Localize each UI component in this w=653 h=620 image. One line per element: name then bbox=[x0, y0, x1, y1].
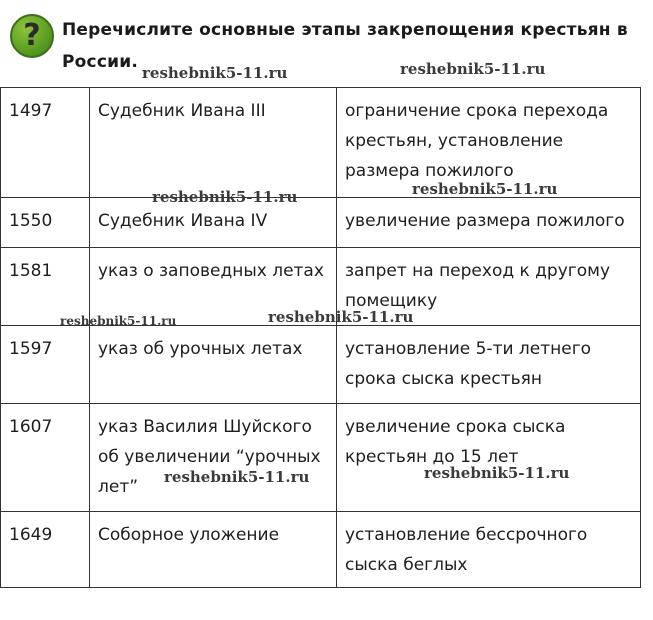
document-cell: Соборное уложение bbox=[90, 512, 337, 588]
watermark: reshebnik5-11.ru bbox=[268, 308, 414, 326]
document-cell: указ Василия Шуйского об увеличении “урочных лет” bbox=[90, 404, 337, 512]
content-cell: увеличение размера пожилого bbox=[337, 198, 641, 248]
question-mark-glyph: ? bbox=[23, 18, 41, 53]
year-cell: 1649 bbox=[1, 512, 90, 588]
document-cell: указ о заповедных летах bbox=[90, 248, 337, 326]
content-cell: установление 5-ти летнего срока сыска крестьян bbox=[337, 326, 641, 404]
watermark: reshebnik5-11.ru bbox=[142, 64, 288, 82]
watermark: reshebnik5-11.ru bbox=[400, 60, 546, 78]
task-title: Перечислите основные этапы закрепощения крестьян в России. bbox=[62, 20, 628, 72]
watermark: reshebnik5-11.ru bbox=[412, 180, 558, 198]
document-cell: Судебник Ивана IV bbox=[90, 198, 337, 248]
serfdom-stages-table bbox=[0, 87, 641, 588]
year-cell: 1581 bbox=[1, 248, 90, 326]
year-cell: 1607 bbox=[1, 404, 90, 512]
table-row bbox=[1, 512, 641, 588]
year-cell: 1597 bbox=[1, 326, 90, 404]
year-cell: 1550 bbox=[1, 198, 90, 248]
content-cell: запрет на переход к другому помещику bbox=[337, 248, 641, 326]
watermark: reshebnik5-11.ru bbox=[164, 468, 310, 486]
table-row bbox=[1, 326, 641, 404]
year-cell: 1497 bbox=[1, 88, 90, 198]
content-cell: ограничение срока перехода крестьян, установление размера пожилого bbox=[337, 88, 641, 198]
table-row bbox=[1, 198, 641, 248]
watermark: reshebnik5-11.ru bbox=[424, 464, 570, 482]
question-icon bbox=[10, 14, 54, 58]
document-cell: указ об урочных летах bbox=[90, 326, 337, 404]
content-cell: увеличение срока сыска крестьян до 15 лет bbox=[337, 404, 641, 512]
document-cell: Судебник Ивана III bbox=[90, 88, 337, 198]
watermark: reshebnik5-11.ru bbox=[152, 188, 298, 206]
table-row bbox=[1, 404, 641, 512]
watermark: reshebnik5-11.ru bbox=[60, 314, 177, 328]
content-cell: установление бессрочного сыска беглых bbox=[337, 512, 641, 588]
